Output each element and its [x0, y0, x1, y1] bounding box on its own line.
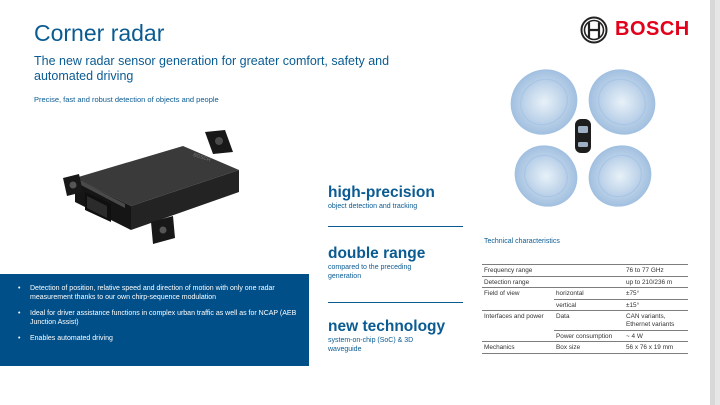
spec-sub: Power consumption	[554, 330, 624, 342]
radar-coverage-image	[508, 60, 658, 220]
feature-double-range	[328, 245, 438, 281]
radar-sensor-image	[55, 118, 255, 248]
feature-high-precision	[328, 184, 435, 211]
table-row	[482, 342, 688, 354]
tagline: Precise, fast and robust detection of objects and people	[34, 95, 219, 104]
tech-title: Technical characteristics	[484, 238, 560, 245]
spec-value: up to 210/236 m	[624, 276, 688, 288]
bullet-item: • Enables automated driving	[30, 335, 297, 344]
tech-table	[482, 264, 688, 354]
spec-label	[482, 330, 554, 342]
spec-label: Interfaces and power	[482, 311, 554, 330]
table-row	[482, 299, 688, 311]
feature-heading: high-precision	[328, 184, 435, 201]
feature-new-technology	[328, 318, 445, 354]
spec-label: Mechanics	[482, 342, 554, 354]
divider	[328, 302, 463, 303]
spec-label: Frequency range	[482, 265, 554, 277]
spec-value: CAN variants, Ethernet variants	[624, 311, 688, 330]
table-row	[482, 265, 688, 277]
device-label: BOSCH	[192, 152, 212, 164]
bullet-item: • Detection of position, relative speed and direction of motion with only one radar measurement thanks to our own chirp-sequence modulation	[30, 285, 297, 302]
table-row	[482, 330, 688, 342]
divider	[328, 226, 463, 227]
feature-heading: double range	[328, 245, 426, 262]
table-row	[482, 288, 688, 300]
feature-bullets-box	[0, 274, 309, 366]
spec-sub: Box size	[554, 342, 624, 354]
car-top-view	[575, 119, 591, 153]
feature-text: object detection and tracking	[328, 203, 418, 210]
spec-value: ±15°	[624, 299, 688, 311]
bosch-logo	[579, 15, 709, 45]
brand-name: BOSCH	[615, 18, 690, 40]
table-row	[482, 276, 688, 288]
feature-text: compared to the preceding generation	[328, 264, 412, 280]
spec-sub: horizontal	[554, 288, 624, 300]
spec-sub	[554, 265, 624, 277]
spec-sub: Data	[554, 311, 624, 330]
spec-value: ~ 4 W	[624, 330, 688, 342]
page-title: Corner radar	[34, 20, 165, 46]
subtitle: The new radar sensor generation for greater comfort, safety and automated driving	[34, 54, 390, 83]
spec-label	[482, 299, 554, 311]
table-row	[482, 311, 688, 330]
spec-value: 76 to 77 GHz	[624, 265, 688, 277]
spec-sub: vertical	[554, 299, 624, 311]
edge-band	[710, 0, 715, 405]
bosch-armature-icon	[579, 15, 609, 45]
feature-text: system-on-chip (SoC) & 3D waveguide	[328, 337, 414, 353]
feature-heading: new technology	[328, 318, 446, 335]
bullet-item: • Ideal for driver assistance functions in complex urban traffic as well as for NCAP (AEB Junction Assist)	[30, 310, 297, 327]
spec-label: Field of view	[482, 288, 554, 300]
spec-sub	[554, 276, 624, 288]
spec-value: 56 x 76 x 19 mm	[624, 342, 688, 354]
spec-value: ±75°	[624, 288, 688, 300]
spec-label: Detection range	[482, 276, 554, 288]
